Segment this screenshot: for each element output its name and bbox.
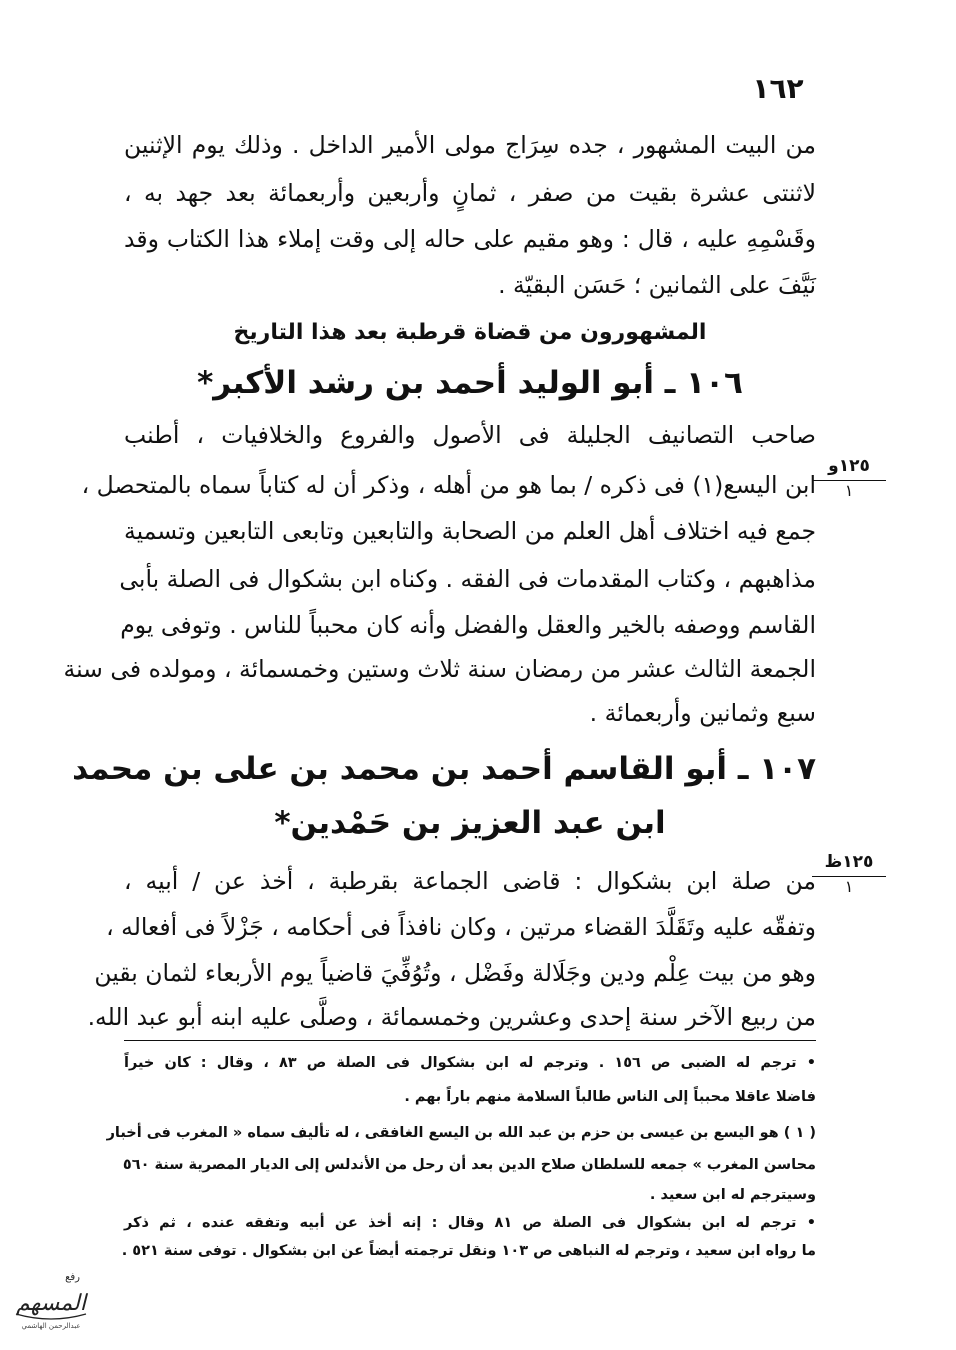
footnote-line-6: • ترجم له ابن بشكوال فى الصلة ص ٨١ وقال : إنه أخذ عن أبيه وتفقه عنده ، ثم ذكر	[124, 1215, 817, 1231]
stamp-small-text: رفع	[65, 1272, 80, 1283]
entry-106-line-2: ابن اليسع(١) فى ذكره / بما هو من أهله ، وذكر أن له كتاباً سماه بالمتحصل ،	[81, 471, 816, 499]
margin-note-107	[812, 852, 886, 897]
margin-folio-sub: ١	[844, 481, 854, 500]
margin-note-106	[812, 456, 886, 501]
entry-107-line-1: من صلة ابن بشكوال : قاضى الجماعة بقرطبة ، أخذ عن / أبيه ،	[124, 867, 816, 895]
entry-106-line-4: مذاهبهم ، وكتاب المقدمات فى الفقه . وكناه ابن بشكوال فى الصلة بأبى	[119, 565, 816, 593]
page-number: ١٦٢	[752, 72, 804, 105]
entry-106-line-6: الجمعة الثالث عشر من رمضان سنة ثلاث وستين وخمسمائة ، ومولده فى سنة	[63, 655, 816, 683]
footnote-line-2: فاضلا عاقلا محبباً إلى الناس طالباً السلامة منهم باراً بهم .	[404, 1089, 816, 1105]
entry-107-heading-2: ابن عبد العزيز بن حَمْدين*	[274, 805, 666, 841]
margin-folio: ١٢٥ظ	[812, 852, 886, 877]
entry-106-line-1: صاحب التصانيف الجليلة فى الأصول والفروع والخلافيات ، أطنب	[124, 421, 816, 449]
entry-107-line-3: وهو من بيت عِلْم ودين وجَلَالة وفَضْل ، وتُوُفِّيَ قاضياً يوم الأربعاء لثمان بقين	[94, 959, 816, 987]
footnote-line-3: ( ١ ) هو اليسع بن عيسى بن حزم بن عبد الله بن اليسع الغافقى ، له تأليف سماه « المغرب فى أخبار	[106, 1125, 816, 1141]
entry-107-line-2: وتفقّه عليه وتَقَلَّدَ القضاء مرتين ، وكان نافذاً فى أحكامه ، جَزْلاً فى أفعاله ،	[106, 913, 816, 941]
intro-line-4: نَيَّفَ على الثمانين ؛ حَسَن البقيّة .	[498, 271, 816, 299]
entry-107-line-4: من ربيع الآخر سنة إحدى وعشرين وخمسمائة ، وصلَّى عليه ابنه أبو عبد الله.	[87, 1003, 816, 1031]
intro-line-3: وقَسْمِهِ عليه ، قال : وهو مقيم على حاله إلى وقت إملاء هذا الكتاب وقد	[124, 225, 816, 253]
stamp-caption-text: عبدالرحمن الهاشمي	[21, 1322, 81, 1330]
footnote-line-7: ما رواه ابن سعيد ، وترجم له النباهى ص ١٠٣ ونقل ترجمته أيضاً عن ابن بشكوال . توفى سنة ٥٢١ .	[121, 1243, 816, 1259]
footnote-line-4: محاسن المغرب » جمعه للسلطان صلاح الدين بعد أن رحل من الأندلس إلى الديار المصرية سنة ٥٦٠	[122, 1157, 816, 1173]
footnote-line-5: وسيترجم له ابن سعيد .	[649, 1187, 816, 1203]
entry-106-line-5: القاسم ووصفه بالخير والعقل والفضل وأنه كان محبباً للناس . وتوفى يوم	[120, 611, 816, 639]
footnote-separator	[124, 1040, 816, 1041]
margin-folio: ١٢٥و	[812, 456, 886, 481]
entry-107-heading-1: ١٠٧ ـ أبو القاسم أحمد بن محمد بن على بن محمد	[72, 751, 816, 787]
section-heading: المشهورون من قضاة قرطبة بعد هذا التاريخ	[233, 320, 707, 345]
entry-106-heading: ١٠٦ ـ أبو الوليد أحمد بن رشد الأكبر*	[197, 365, 743, 401]
entry-106-line-3: جمع فيه اختلاف أهل العلم من الصحابة والتابعين وتابعى التابعين وتسمية	[124, 517, 816, 545]
stamp-main-text: المسهم	[16, 1291, 86, 1316]
entry-106-line-7: سبع وثمانين وأربعمائة .	[589, 699, 816, 727]
footnote-line-1: • ترجم له الضبى ص ١٥٦ . وترجم له ابن بشكوال فى الصلة ص ٨٣ ، وقال : كان خيراً	[124, 1055, 816, 1071]
intro-line-2: لاثنتى عشرة بقيت من صفر ، ثمانٍ وأربعين وأربعمائة بعد جهد به ،	[124, 179, 816, 207]
library-stamp	[10, 1268, 92, 1334]
margin-folio-sub: ١	[844, 877, 854, 896]
intro-line-1: من البيت المشهور ، جده سِرَاج مولى الأمير الداخل . وذلك يوم الإثنين	[124, 131, 816, 159]
